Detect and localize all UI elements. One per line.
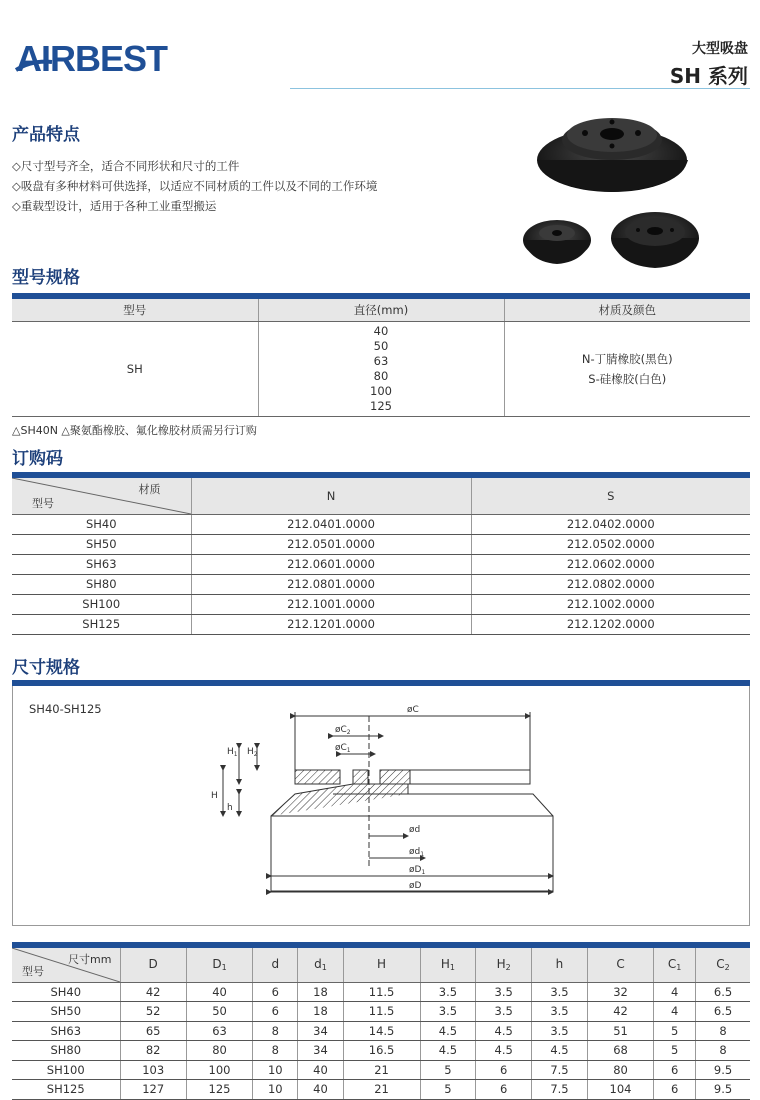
code-cell: 212.0801.0000 <box>191 574 471 594</box>
spec-note: △SH40N △聚氨酯橡胶、氟化橡胶材质需另行订购 <box>12 424 257 437</box>
dimension-cell: 6 <box>476 1060 532 1080</box>
model-cell: SH63 <box>12 1021 120 1041</box>
dimension-cell: 18 <box>298 1002 343 1022</box>
column-header: D <box>120 948 186 982</box>
dim-label-H2-sub: 2 <box>253 751 258 758</box>
dimension-cell: 3.5 <box>476 1002 532 1022</box>
dimension-drawing <box>13 686 749 924</box>
model-cell: SH50 <box>12 1002 120 1022</box>
dimension-cell: 3.5 <box>420 982 476 1002</box>
svg-text:øD1 <box>409 865 425 876</box>
dimension-cell: 80 <box>587 1060 653 1080</box>
dimension-cell: 18 <box>298 982 343 1002</box>
dimension-cell: 50 <box>186 1002 252 1022</box>
dimension-cell: 63 <box>186 1021 252 1041</box>
svg-text:H2 <box>247 747 258 758</box>
dim-label-H1-sub: 1 <box>233 751 238 758</box>
dimension-cell: 51 <box>587 1021 653 1041</box>
corner-header <box>12 948 120 982</box>
dimension-cell: 10 <box>253 1060 298 1080</box>
dimension-cell: 65 <box>120 1021 186 1041</box>
table-row <box>12 1002 750 1022</box>
corner-bottom-label: 型号 <box>22 964 44 978</box>
dimension-cell: 6 <box>253 1002 298 1022</box>
dim-label-H2: H <box>247 747 254 757</box>
features-title: 产品特点 <box>12 125 80 145</box>
dimension-cell: 7.5 <box>532 1080 588 1100</box>
dimension-cell: 5 <box>420 1080 476 1100</box>
dimension-cell: 52 <box>120 1002 186 1022</box>
dimension-cell: 16.5 <box>343 1041 420 1061</box>
dimension-cell: 34 <box>298 1041 343 1061</box>
dim-label-d: ød <box>409 825 421 835</box>
table-header-row <box>12 948 750 982</box>
feature-item: ◇重载型设计，适用于各种工业重型搬运 <box>12 199 217 213</box>
dimension-cell: 4.5 <box>476 1021 532 1041</box>
svg-text:H1 <box>227 747 238 758</box>
column-header: 材质及颜色 <box>504 299 750 321</box>
dimension-cell: 8 <box>696 1041 750 1061</box>
code-cell: 212.1202.0000 <box>471 614 750 634</box>
dimension-cell: 21 <box>343 1080 420 1100</box>
catalog-heading <box>670 38 748 89</box>
dimension-cell: 32 <box>587 982 653 1002</box>
dimension-cell: 6.5 <box>696 1002 750 1022</box>
dimension-cell: 5 <box>420 1060 476 1080</box>
svg-text:h <box>227 803 233 813</box>
svg-text:ød1 <box>409 847 424 858</box>
code-cell: 212.0502.0000 <box>471 534 750 554</box>
brand-name: AIRBEST <box>16 38 168 79</box>
dimension-cell: 82 <box>120 1041 186 1061</box>
diameter-value: 80 <box>373 368 389 383</box>
model-cell: SH80 <box>12 1041 120 1061</box>
dim-label-C1: øC <box>335 743 347 753</box>
dimension-cell: 9.5 <box>696 1060 750 1080</box>
spec-table <box>12 299 750 417</box>
dimension-table <box>12 948 750 1100</box>
dim-label-H1: H <box>227 747 234 757</box>
table-row <box>12 1080 750 1100</box>
code-cell: 212.1002.0000 <box>471 594 750 614</box>
diameter-value: 63 <box>373 353 389 368</box>
dimension-cell: 4 <box>654 1002 696 1022</box>
diameter-cell <box>258 321 504 416</box>
code-cell: 212.0602.0000 <box>471 554 750 574</box>
code-cell: 212.0501.0000 <box>191 534 471 554</box>
dim-label-C2: øC <box>335 725 347 735</box>
table-row <box>12 574 750 594</box>
dim-label-C2-sub: 2 <box>346 729 351 736</box>
table-row <box>12 321 750 416</box>
dimension-cell: 8 <box>253 1041 298 1061</box>
dimension-cell: 42 <box>120 982 186 1002</box>
code-cell: 212.0401.0000 <box>191 514 471 534</box>
diagram-box <box>12 686 750 926</box>
table-row <box>12 982 750 1002</box>
column-header: $C_2$ <box>696 948 750 982</box>
model-cell: SH125 <box>12 1080 120 1100</box>
spec-title: 型号规格 <box>12 268 80 288</box>
table-row <box>12 1021 750 1041</box>
material-cell <box>504 321 750 416</box>
dimension-cell: 5 <box>654 1021 696 1041</box>
features-list <box>12 156 377 216</box>
dimension-cell: 4 <box>654 982 696 1002</box>
category-title: 大型吸盘 <box>692 41 748 57</box>
dimension-cell: 6 <box>253 982 298 1002</box>
diameter-value: 40 <box>373 323 389 338</box>
code-cell: 212.0402.0000 <box>471 514 750 534</box>
code-cell: 212.1201.0000 <box>191 614 471 634</box>
dim-label-d1-sub: 1 <box>420 851 425 858</box>
dimension-cell: 3.5 <box>420 1002 476 1022</box>
svg-text:øC1 <box>335 743 351 754</box>
dimension-cell: 6 <box>654 1060 696 1080</box>
column-header: C <box>587 948 653 982</box>
dimension-cell: 5 <box>654 1041 696 1061</box>
diameter-value: 50 <box>373 338 389 353</box>
model-cell: SH50 <box>12 534 191 554</box>
corner-top-label: 材质 <box>138 483 161 496</box>
feature-item: ◇吸盘有多种材料可供选择，以适应不同材质的工件以及不同的工作环境 <box>12 179 378 193</box>
dimension-cell: 3.5 <box>476 982 532 1002</box>
column-header: $C_1$ <box>654 948 696 982</box>
dimension-cell: 100 <box>186 1060 252 1080</box>
table-row <box>12 594 750 614</box>
feature-item: ◇尺寸型号齐全，适合不同形状和尺寸的工件 <box>12 159 240 173</box>
diameter-value: 125 <box>370 398 392 413</box>
dimension-cell: 6.5 <box>696 982 750 1002</box>
svg-text:ød <box>409 825 420 835</box>
dimension-table-body <box>12 982 750 1099</box>
dimension-cell: 80 <box>186 1041 252 1061</box>
dimension-cell: 40 <box>298 1080 343 1100</box>
dim-label-d1: ød <box>409 847 421 857</box>
code-cell: 212.0802.0000 <box>471 574 750 594</box>
dimension-cell: 42 <box>587 1002 653 1022</box>
column-header: $H_2$ <box>476 948 532 982</box>
dim-label-D1-sub: 1 <box>421 869 426 876</box>
diagram-label: SH40-SH125 <box>29 702 102 716</box>
diameter-value: 100 <box>370 383 392 398</box>
dimension-cell: 4.5 <box>532 1041 588 1061</box>
table-header-row <box>12 478 750 514</box>
order-table <box>12 478 750 635</box>
dimension-cell: 3.5 <box>532 1002 588 1022</box>
corner-bottom-label: 型号 <box>32 496 54 510</box>
column-header: d <box>253 948 298 982</box>
table-row <box>12 1041 750 1061</box>
corner-header <box>12 478 191 514</box>
dimension-cell: 127 <box>120 1080 186 1100</box>
model-cell: SH40 <box>12 514 191 534</box>
svg-text:øC2 <box>335 725 351 736</box>
table-row <box>12 554 750 574</box>
dimension-cell: 4.5 <box>476 1041 532 1061</box>
column-header: H <box>343 948 420 982</box>
dimension-cell: 3.5 <box>532 982 588 1002</box>
dimension-cell: 4.5 <box>420 1041 476 1061</box>
dim-label-C: øC <box>407 705 419 715</box>
model-cell: SH100 <box>12 1060 120 1080</box>
dimension-cell: 8 <box>696 1021 750 1041</box>
model-cell: SH <box>12 321 258 416</box>
svg-text:øD <box>409 881 422 891</box>
table-row <box>12 514 750 534</box>
order-title: 订购码 <box>12 449 63 469</box>
column-header: $H_1$ <box>420 948 476 982</box>
dimension-cell: 34 <box>298 1021 343 1041</box>
column-header: 直径(mm) <box>258 299 504 321</box>
column-header: N <box>191 478 471 514</box>
svg-text:H <box>211 791 218 801</box>
column-header: $D_1$ <box>186 948 252 982</box>
dimension-cell: 3.5 <box>532 1021 588 1041</box>
dimension-cell: 9.5 <box>696 1080 750 1100</box>
corner-top-label: 尺寸mm <box>68 953 112 966</box>
dimension-cell: 40 <box>298 1060 343 1080</box>
model-cell: SH125 <box>12 614 191 634</box>
dimension-cell: 11.5 <box>343 982 420 1002</box>
header-rule <box>290 88 750 89</box>
table-row <box>12 614 750 634</box>
dimension-cell: 40 <box>186 982 252 1002</box>
dimension-cell: 68 <box>587 1041 653 1061</box>
material-value: N-丁腈橡胶(黑色) <box>581 351 673 366</box>
dimension-cell: 10 <box>253 1080 298 1100</box>
product-photo <box>520 100 705 280</box>
dim-label-D: øD <box>409 881 422 891</box>
model-cell: SH100 <box>12 594 191 614</box>
dimension-cell: 6 <box>476 1080 532 1100</box>
model-cell: SH63 <box>12 554 191 574</box>
dimension-cell: 4.5 <box>420 1021 476 1041</box>
dimension-cell: 8 <box>253 1021 298 1041</box>
column-header: h <box>532 948 588 982</box>
model-cell: SH40 <box>12 982 120 1002</box>
code-cell: 212.0601.0000 <box>191 554 471 574</box>
dimension-cell: 125 <box>186 1080 252 1100</box>
dim-label-H: H <box>211 791 218 801</box>
dim-label-h: h <box>227 803 233 813</box>
dimension-cell: 11.5 <box>343 1002 420 1022</box>
dimension-cell: 6 <box>654 1080 696 1100</box>
series-title: SH 系列 <box>669 64 748 88</box>
dimensions-title: 尺寸规格 <box>12 658 80 678</box>
dimension-cell: 103 <box>120 1060 186 1080</box>
logo-swoosh-icon <box>14 48 54 78</box>
dim-label-D1: øD <box>409 865 422 875</box>
dimension-cell: 14.5 <box>343 1021 420 1041</box>
dim-label-C1-sub: 1 <box>346 747 351 754</box>
brand-logo <box>16 38 167 80</box>
material-value: S-硅橡胶(白色) <box>588 371 667 386</box>
column-header: 型号 <box>12 299 258 321</box>
dimension-cell: 21 <box>343 1060 420 1080</box>
model-cell: SH80 <box>12 574 191 594</box>
dimension-cell: 7.5 <box>532 1060 588 1080</box>
table-row <box>12 534 750 554</box>
column-header: S <box>471 478 750 514</box>
dimension-cell: 104 <box>587 1080 653 1100</box>
table-header-row <box>12 299 750 321</box>
table-row <box>12 1060 750 1080</box>
code-cell: 212.1001.0000 <box>191 594 471 614</box>
column-header: $d_1$ <box>298 948 343 982</box>
svg-text:øC <box>407 705 419 715</box>
